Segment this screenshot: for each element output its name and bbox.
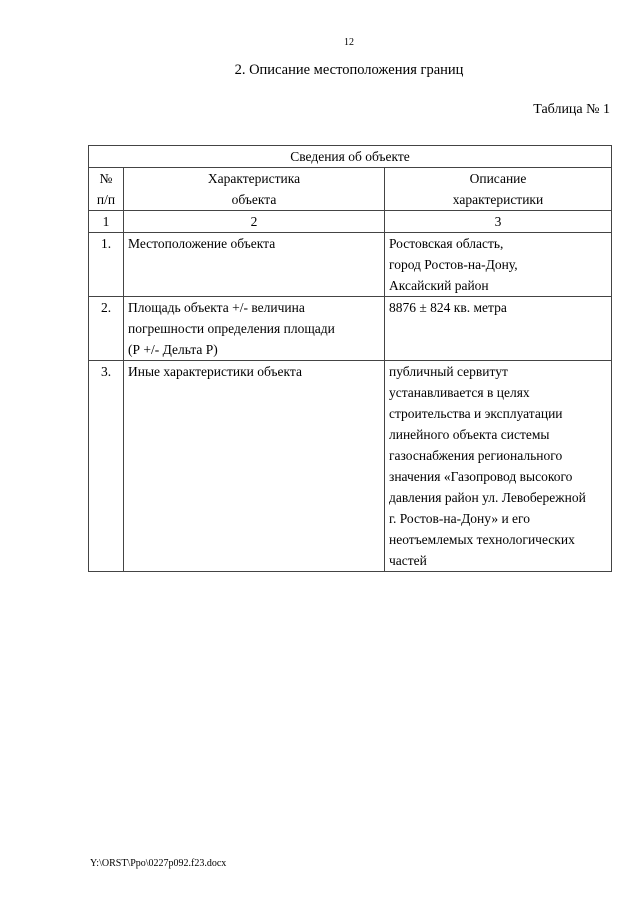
table-row (89, 233, 612, 297)
column-number: 2 (124, 211, 385, 233)
table-caption: Таблица № 1 (533, 102, 610, 117)
header-description: Описание характеристики (385, 168, 612, 211)
row-description: публичный сервитут устанавливается в целях строительства и эксплуатации линейного объекта системы газоснабжения регионального значения «Газопровод высокого давления район ул. Левобережной г. Ростов-на-Дону» и его неотъемлемых технологических частей (385, 361, 612, 572)
table-title: Сведения об объекте (89, 146, 612, 168)
header-num: № п/п (89, 168, 124, 211)
table-header-row (89, 168, 612, 211)
row-description: Ростовская область, город Ростов-на-Дону, Аксайский район (385, 233, 612, 297)
section-title: 2. Описание местоположения границ (234, 62, 464, 78)
page-number: 12 (344, 37, 354, 48)
row-characteristic: Площадь объекта +/- величина погрешности определения площади (Р +/- Дельта Р) (124, 297, 385, 361)
row-characteristic: Местоположение объекта (124, 233, 385, 297)
table-title-row (89, 146, 612, 168)
header-characteristic: Характеристика объекта (124, 168, 385, 211)
footer-file-path: Y:\ORST\Ppo\0227p092.f23.docx (90, 858, 227, 869)
column-number-row (89, 211, 612, 233)
row-num: 1. (89, 233, 124, 297)
row-characteristic: Иные характеристики объекта (124, 361, 385, 572)
row-description: 8876 ± 824 кв. метра (385, 297, 612, 361)
table-row (89, 297, 612, 361)
object-info-table (88, 145, 612, 572)
table-row (89, 361, 612, 572)
column-number: 3 (385, 211, 612, 233)
column-number: 1 (89, 211, 124, 233)
row-num: 3. (89, 361, 124, 572)
row-num: 2. (89, 297, 124, 361)
